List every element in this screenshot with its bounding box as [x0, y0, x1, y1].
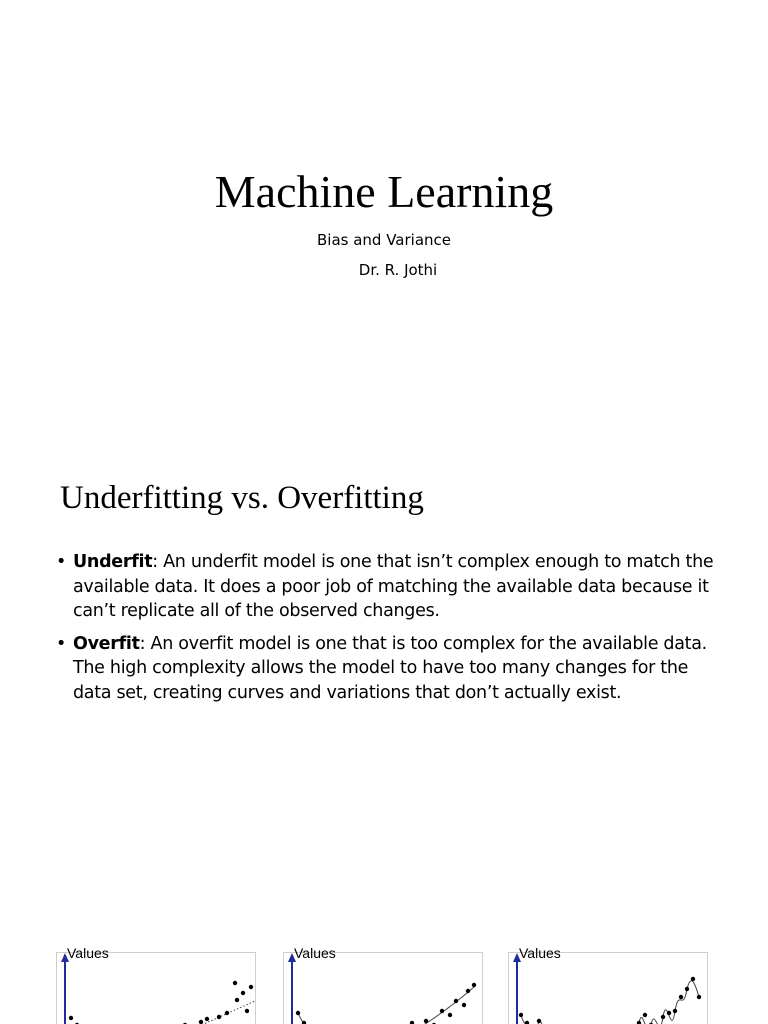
data-point — [685, 987, 689, 991]
bullet-term: Underfit — [73, 552, 153, 572]
title-slide — [0, 0, 768, 420]
data-point — [233, 981, 237, 985]
fit-curve — [298, 987, 474, 1024]
bullet-underfit — [56, 550, 728, 624]
y-axis-label: Values — [67, 945, 109, 961]
bullet-term: Overfit — [73, 633, 140, 654]
data-point — [241, 991, 245, 995]
data-point — [249, 985, 253, 989]
bullet-text: : An underfit model is one that isn’t complex enough to match the available data. It does a poor job of matching the available data because it can’t replicate all of the observed changes. — [73, 552, 714, 621]
underfit-chart — [56, 945, 256, 1024]
data-point — [296, 1011, 300, 1015]
content-slide — [0, 440, 768, 910]
data-point — [440, 1009, 444, 1013]
slide-subtitle: Bias and Variance — [316, 231, 452, 249]
data-point — [448, 1013, 452, 1017]
data-point — [454, 999, 458, 1003]
data-point — [661, 1015, 665, 1019]
slide-heading: Underfitting vs. Overfitting — [60, 480, 424, 516]
data-point — [673, 1009, 677, 1013]
slide-author: Dr. R. Jothi — [358, 261, 438, 279]
bullet-icon: • — [56, 552, 67, 572]
data-point — [643, 1013, 647, 1017]
data-point — [69, 1016, 73, 1020]
fit-charts-slide — [0, 930, 768, 1024]
data-point — [472, 983, 476, 987]
y-axis-label: Values — [519, 945, 561, 961]
fit-curve — [521, 981, 699, 1024]
data-point — [537, 1019, 541, 1023]
slide-title: Machine Learning — [214, 166, 554, 217]
overfit-plot — [509, 953, 709, 1024]
data-point — [245, 1009, 249, 1013]
data-point — [424, 1019, 428, 1023]
underfit-plot — [57, 953, 257, 1024]
overfit-chart — [508, 945, 708, 1024]
y-axis-label: Values — [294, 945, 336, 961]
data-point — [225, 1011, 229, 1015]
data-point — [519, 1013, 523, 1017]
right-fit-chart — [283, 945, 483, 1024]
data-point — [667, 1011, 671, 1015]
bullet-icon: • — [56, 633, 67, 654]
data-point — [679, 995, 683, 999]
bullet-list — [56, 550, 728, 713]
data-point — [462, 1003, 466, 1007]
data-point — [691, 977, 695, 981]
data-point — [199, 1020, 203, 1024]
bullet-text: : An overfit model is one that is too complex for the available data. The high complexity allows the model to have too many changes for the data set, creating curves and variations that don’t actually exist. — [73, 633, 707, 703]
data-point — [697, 995, 701, 999]
bullet-overfit — [56, 632, 728, 706]
data-point — [235, 998, 239, 1002]
data-point — [205, 1017, 209, 1021]
data-point — [217, 1015, 221, 1019]
right-fit-plot — [284, 953, 484, 1024]
data-point — [466, 989, 470, 993]
